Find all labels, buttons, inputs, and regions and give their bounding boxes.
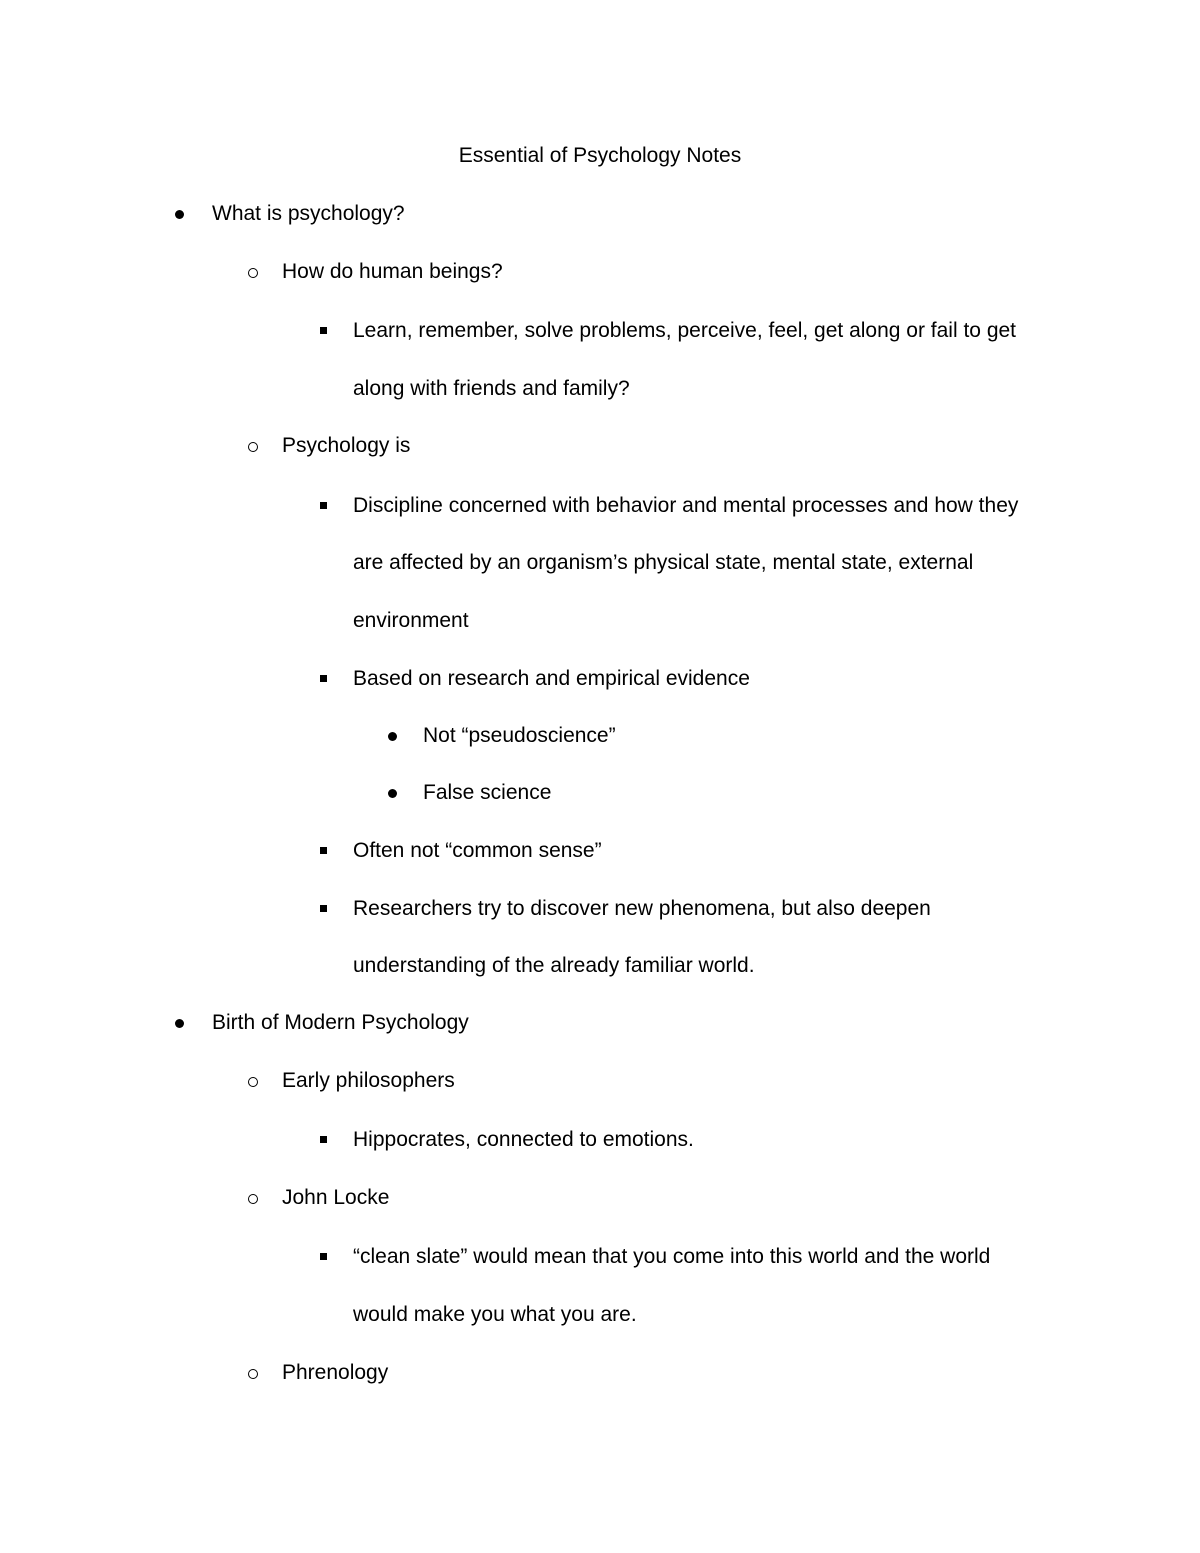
list-item-level2: John Locke (282, 1186, 390, 1209)
list-item-level3: Researchers try to discover new phenomena, but also deepen (353, 897, 931, 920)
list-item-continuation: environment (353, 609, 469, 632)
bullet-square-icon (320, 905, 327, 912)
list-item-level3: Discipline concerned with behavior and mental processes and how they (353, 494, 1019, 517)
list-item-continuation: would make you what you are. (353, 1303, 637, 1326)
bullet-square-icon (320, 1253, 327, 1260)
list-item-continuation: along with friends and family? (353, 377, 630, 400)
list-item-level4: False science (423, 781, 552, 804)
bullet-circle-icon (248, 1369, 258, 1379)
list-item-level3: Learn, remember, solve problems, perceive, feel, get along or fail to get (353, 319, 1017, 342)
list-item-level3: “clean slate” would mean that you come into this world and the world (353, 1245, 991, 1268)
bullet-disc-icon (175, 1019, 184, 1028)
list-item-level2: How do human beings? (282, 260, 503, 283)
list-item-level1: Birth of Modern Psychology (212, 1011, 469, 1034)
list-item-level4: Not “pseudoscience” (423, 724, 616, 747)
bullet-circle-icon (248, 442, 258, 452)
bullet-square-icon (320, 847, 327, 854)
list-item-level1: What is psychology? (212, 202, 405, 225)
bullet-disc-icon (388, 789, 397, 798)
bullet-circle-icon (248, 1077, 258, 1087)
bullet-square-icon (320, 327, 327, 334)
page-title: Essential of Psychology Notes (458, 144, 742, 167)
list-item-level2: Phrenology (282, 1361, 389, 1384)
list-item-level2: Psychology is (282, 434, 411, 457)
bullet-square-icon (320, 1136, 327, 1143)
list-item-continuation: understanding of the already familiar world. (353, 954, 755, 977)
bullet-square-icon (320, 502, 327, 509)
list-item-level3: Often not “common sense” (353, 839, 602, 862)
bullet-circle-icon (248, 268, 258, 278)
list-item-level3: Based on research and empirical evidence (353, 667, 750, 690)
list-item-level2: Early philosophers (282, 1069, 455, 1092)
bullet-disc-icon (175, 210, 184, 219)
bullet-disc-icon (388, 732, 397, 741)
list-item-level3: Hippocrates, connected to emotions. (353, 1128, 694, 1151)
bullet-square-icon (320, 675, 327, 682)
list-item-continuation: are affected by an organism’s physical state, mental state, external (353, 551, 974, 574)
bullet-circle-icon (248, 1194, 258, 1204)
